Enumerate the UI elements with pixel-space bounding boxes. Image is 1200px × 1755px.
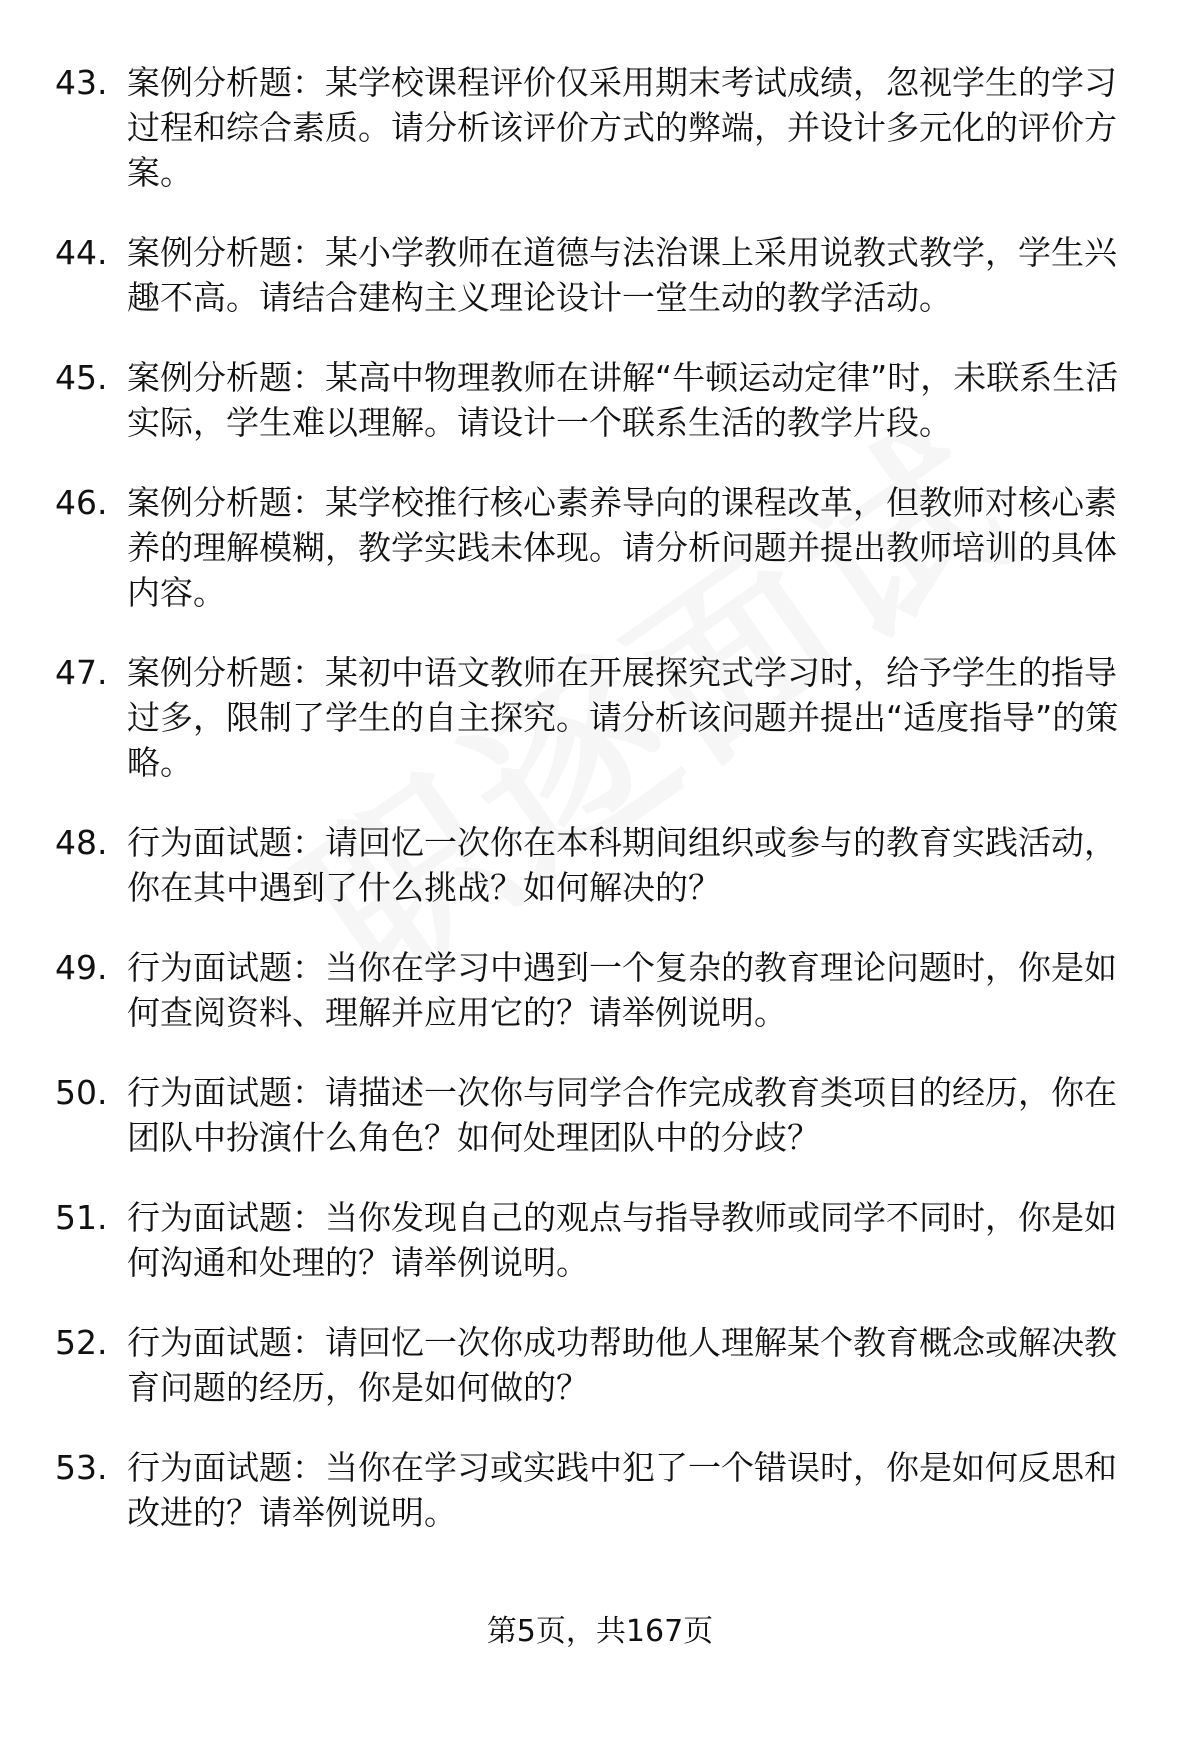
question-number: 49. bbox=[55, 948, 108, 987]
question-number: 50. bbox=[55, 1073, 108, 1112]
question-text: 案例分析题：某学校课程评价仅采用期末考试成绩，忽视学生的学习过程和综合素质。请分析该评价方式的弊端，并设计多元化的评价方案。 bbox=[127, 63, 1117, 192]
question-number: 45. bbox=[55, 358, 108, 397]
question-text: 案例分析题：某初中语文教师在开展探究式学习时，给予学生的指导过多，限制了学生的自主探究。请分析该问题并提出“适度指导”的策略。 bbox=[127, 653, 1119, 782]
question-number: 53. bbox=[55, 1448, 108, 1487]
question-text: 案例分析题：某学校推行核心素养导向的课程改革，但教师对核心素养的理解模糊，教学实践未体现。请分析问题并提出教师培训的具体内容。 bbox=[127, 483, 1117, 612]
question-item bbox=[55, 1070, 1145, 1160]
question-text: 行为面试题：请描述一次你与同学合作完成教育类项目的经历，你在团队中扮演什么角色？如何处理团队中的分歧？ bbox=[127, 1073, 1117, 1157]
question-item bbox=[55, 1195, 1145, 1285]
question-number: 44. bbox=[55, 233, 108, 272]
question-number: 51. bbox=[55, 1198, 108, 1237]
question-item bbox=[55, 230, 1145, 320]
question-item bbox=[55, 480, 1145, 615]
question-text: 行为面试题：当你在学习中遇到一个复杂的教育理论问题时，你是如何查阅资料、理解并应用它的？请举例说明。 bbox=[127, 948, 1117, 1032]
question-item bbox=[55, 945, 1145, 1035]
question-item bbox=[55, 650, 1145, 785]
question-item bbox=[55, 1445, 1145, 1535]
question-text: 行为面试题：请回忆一次你成功帮助他人理解某个教育概念或解决教育问题的经历，你是如何做的？ bbox=[127, 1323, 1117, 1407]
question-text: 行为面试题：请回忆一次你在本科期间组织或参与的教育实践活动，你在其中遇到了什么挑战？如何解决的？ bbox=[127, 823, 1117, 907]
question-item bbox=[55, 820, 1145, 910]
question-text: 案例分析题：某高中物理教师在讲解“牛顿运动定律”时，未联系生活实际，学生难以理解。请设计一个联系生活的教学片段。 bbox=[127, 358, 1119, 442]
page-number-label: 第5页，共167页 bbox=[486, 1614, 714, 1649]
question-number: 52. bbox=[55, 1323, 108, 1362]
question-item bbox=[55, 60, 1145, 195]
question-number: 48. bbox=[55, 823, 108, 862]
question-text: 案例分析题：某小学教师在道德与法治课上采用说教式教学，学生兴趣不高。请结合建构主义理论设计一堂生动的教学活动。 bbox=[127, 233, 1117, 317]
question-number: 46. bbox=[55, 483, 108, 522]
page-footer bbox=[0, 1612, 1200, 1652]
question-number: 47. bbox=[55, 653, 108, 692]
question-text: 行为面试题：当你在学习或实践中犯了一个错误时，你是如何反思和改进的？请举例说明。 bbox=[127, 1448, 1117, 1532]
question-list bbox=[55, 60, 1145, 1570]
question-item bbox=[55, 1320, 1145, 1410]
question-number: 43. bbox=[55, 63, 108, 102]
question-item bbox=[55, 355, 1145, 445]
question-text: 行为面试题：当你发现自己的观点与指导教师或同学不同时，你是如何沟通和处理的？请举例说明。 bbox=[127, 1198, 1117, 1282]
